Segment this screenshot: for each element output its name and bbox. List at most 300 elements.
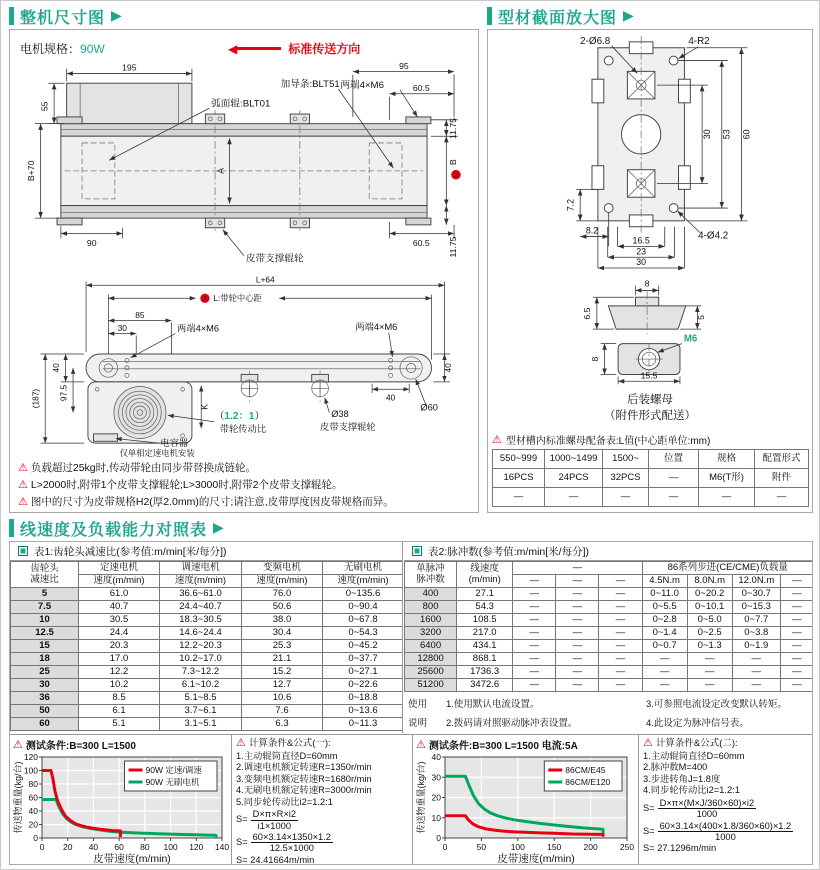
- table-cell: 76.0: [242, 588, 323, 601]
- nut-table-block: [492, 432, 808, 507]
- table-cell: —: [599, 653, 642, 666]
- svg-text:80: 80: [28, 779, 38, 789]
- section1-header: [9, 5, 122, 27]
- table-row: [405, 614, 814, 627]
- table-cell: 400: [405, 588, 457, 601]
- table-cell: —: [599, 601, 642, 614]
- col-subheader-speed: 速度(m/min): [323, 575, 404, 588]
- usage-note: 1.使用默认电流设置。: [446, 699, 540, 710]
- svg-text:50: 50: [476, 842, 487, 852]
- dim-l-center-distance: L:带轮中心距: [213, 293, 262, 304]
- label-guide-strip: 加导条:BLT51: [280, 79, 340, 91]
- note-text: 负载超过25kg时,传动带轮由同步带替换成链轮。: [30, 462, 257, 474]
- note-line: [18, 494, 394, 509]
- table-cell: —: [780, 614, 813, 627]
- table-cell: 规格: [699, 450, 755, 469]
- dim-30-bottom: 30: [636, 257, 647, 268]
- table-cell: 14.6~24.4: [160, 627, 242, 640]
- badge-3-number: 3: [203, 295, 207, 303]
- warning-icon: [18, 495, 28, 508]
- table-cell: 16PCS: [493, 469, 545, 488]
- table-cell: —: [780, 627, 813, 640]
- table-cell: —: [599, 614, 642, 627]
- table-row: [405, 627, 814, 640]
- table-cell: 51200: [405, 679, 457, 692]
- dim-30: 30: [117, 322, 127, 333]
- table-cell: 1600: [405, 614, 457, 627]
- col-header-line-speed: 线速度 (m/min): [457, 562, 513, 588]
- dim-6-5: 6.5: [582, 307, 593, 320]
- overall-dimension-panel: [9, 29, 479, 513]
- table-cell: 12.5: [11, 627, 79, 640]
- chart2-condition-text: 测试条件:B=300 L=1500 电流:5A: [428, 741, 578, 752]
- table-cell: —: [556, 627, 599, 640]
- table-cell: 10.2~17.0: [160, 653, 242, 666]
- table-cell: —: [513, 653, 556, 666]
- dim-7-2: 7.2: [565, 198, 576, 212]
- table-cell: 20.3: [79, 640, 160, 653]
- chart1-condition-text: 测试条件:B=300 L=1500: [25, 741, 136, 752]
- dim-40-right: 40: [443, 363, 453, 373]
- table-cell: 0~30.7: [732, 588, 780, 601]
- load-capacity-chart-90w: [13, 752, 229, 864]
- table-cell: 434.1: [457, 640, 513, 653]
- table-cell: —: [780, 588, 813, 601]
- table-cell: 3.7~6.1: [160, 705, 242, 718]
- table-cell: 附件: [755, 469, 809, 488]
- table-cell: 24.4: [79, 627, 160, 640]
- label-m6-ends: 两端4×M6: [340, 80, 384, 92]
- svg-text:皮带速度(m/min): 皮带速度(m/min): [497, 853, 575, 864]
- table-cell: 50.6: [242, 601, 323, 614]
- table-cell: 12800: [405, 653, 457, 666]
- table-cell: 0~1.3: [687, 640, 732, 653]
- table-cell: —: [599, 666, 642, 679]
- formula2-equation-2: S= $\frac{60\times 3.14\times(400\times 1.8/360\times 60)\times 1.2}{1000}$: [643, 820, 792, 842]
- header-arrow-icon: [213, 519, 224, 537]
- usage-label-1: 使用: [408, 699, 428, 710]
- table1-title-row: [10, 542, 402, 561]
- table-cell: 0~18.8: [323, 692, 404, 705]
- table-cell: 60: [11, 718, 79, 731]
- col-header-adjustable-speed: 调速电机: [160, 562, 242, 575]
- table-cell: —: [513, 588, 556, 601]
- dim-b: B: [447, 159, 458, 166]
- table-cell: —: [732, 666, 780, 679]
- table-cell: —: [603, 488, 649, 507]
- table-cell: 0~90.4: [323, 601, 404, 614]
- table-cell: 800: [405, 601, 457, 614]
- svg-text:90W 定速/调速: 90W 定速/调速: [145, 765, 202, 775]
- profile-section-panel: [487, 29, 813, 513]
- note-line: [18, 460, 394, 475]
- table-cell: 0~22.6: [323, 679, 404, 692]
- table-cell: 3.1~5.1: [160, 718, 242, 731]
- dim-30-inner: 30: [701, 129, 712, 140]
- pulley-ratio: （1.2：1）: [214, 411, 265, 422]
- dim-40-bottom: 40: [386, 392, 396, 403]
- table-cell: —: [780, 679, 813, 692]
- support-roller: [241, 371, 258, 403]
- table-cell: —: [642, 666, 687, 679]
- table-cell: 25.3: [242, 640, 323, 653]
- warning-icon: [18, 461, 28, 474]
- formula2-line: 3.步进转角J=1.8度: [643, 773, 721, 784]
- formula2-title-row: [643, 737, 810, 751]
- col-subheader-speed: 速度(m/min): [242, 575, 323, 588]
- svg-text:20: 20: [431, 792, 441, 803]
- dim-60: 60: [741, 129, 752, 140]
- svg-text:0: 0: [39, 842, 45, 852]
- table-cell: M6(T形): [699, 469, 755, 488]
- chart1-cell: [10, 735, 232, 865]
- col-subheader-4-5nm: 4.5N.m: [642, 575, 687, 588]
- dim-90: 90: [86, 238, 97, 249]
- svg-text:40: 40: [28, 806, 38, 816]
- note-line: [18, 477, 394, 492]
- label-m6-left: 两端4×M6: [177, 323, 220, 334]
- table-cell: 30.5: [79, 614, 160, 627]
- col-header-stepper-load: 86系列步进(CE/CME)负载量: [642, 562, 813, 575]
- table-cell: —: [642, 653, 687, 666]
- usage-labels: [408, 696, 436, 729]
- badge-2-number: 2: [454, 172, 458, 180]
- nut-table-title: 型材槽内标准螺母配备表:L值(中心距单位:mm): [505, 436, 711, 447]
- table-row: [405, 653, 814, 666]
- table-cell: 54.3: [457, 601, 513, 614]
- col-subheader-dash: —: [599, 575, 642, 588]
- svg-text:140: 140: [214, 842, 229, 852]
- table-cell: 0~27.1: [323, 666, 404, 679]
- table-row: [11, 588, 404, 601]
- formula1-title: 计算条件&公式(一):: [248, 737, 331, 749]
- dim-d38: Ø38: [331, 409, 349, 420]
- section1-title: 整机尺寸图: [20, 9, 106, 27]
- usage-label-2: 说明: [408, 718, 428, 729]
- svg-text:0: 0: [33, 833, 38, 843]
- svg-text:0: 0: [436, 833, 441, 843]
- table-cell: —: [556, 679, 599, 692]
- dim-55: 55: [39, 101, 50, 112]
- formula1-cell: [232, 735, 413, 865]
- table-cell: —: [556, 601, 599, 614]
- table-cell: —: [732, 679, 780, 692]
- table-cell: —: [780, 640, 813, 653]
- table-cell: 5.1~8.5: [160, 692, 242, 705]
- usage-note: 3.可参照电流设定改变默认转矩。: [646, 699, 787, 710]
- table-cell: —: [545, 488, 603, 507]
- table-cell: —: [755, 488, 809, 507]
- table-cell: 5.1: [79, 718, 160, 731]
- warning-icon: [416, 738, 426, 751]
- table-cell: —: [780, 601, 813, 614]
- dim-d60: Ø60: [420, 402, 438, 413]
- table-row: [11, 679, 404, 692]
- table-cell: 6400: [405, 640, 457, 653]
- table-cell: 0~0.7: [642, 640, 687, 653]
- label-arc-roller: 弧面辊:BLT01: [211, 98, 271, 110]
- table-cell: 36.6~61.0: [160, 588, 242, 601]
- warning-icon: [643, 737, 653, 751]
- table-row: [11, 653, 404, 666]
- svg-text:80: 80: [140, 842, 150, 852]
- table-row: [405, 640, 814, 653]
- table2-title-row: [404, 542, 813, 561]
- col-subheader-dash: —: [780, 575, 813, 588]
- table-cell: 0~20.2: [687, 588, 732, 601]
- table-cell: 6.1: [79, 705, 160, 718]
- table-cell: —: [687, 666, 732, 679]
- dim-a: A: [215, 168, 226, 174]
- dim-11-75-top: 11.75: [447, 117, 458, 140]
- pulley-ratio-label: 带轮传动比: [219, 424, 267, 434]
- svg-text:40: 40: [431, 752, 441, 762]
- table-cell: 0~1.9: [732, 640, 780, 653]
- formula1-equation-1: S= $\frac{D\times\pi\times R\times i2}{i1\times 1000}$: [236, 809, 297, 831]
- table1-title: 表1:齿轮头减速比(参考值:m/min[米/每分]): [34, 545, 227, 558]
- table-cell: 3200: [405, 627, 457, 640]
- table-cell: 3472.6: [457, 679, 513, 692]
- svg-text:100: 100: [510, 842, 525, 852]
- col-subheader-8nm: 8.0N.m: [687, 575, 732, 588]
- table-cell: 18: [11, 653, 79, 666]
- support-roller: [312, 371, 329, 403]
- dim-195: 195: [122, 62, 137, 73]
- table-row: [405, 679, 814, 692]
- table-cell: 0~11.3: [323, 718, 404, 731]
- col-header-fixed-speed: 定速电机: [79, 562, 160, 575]
- table-cell: 位置: [649, 450, 699, 469]
- motor-spec-value: 90W: [80, 42, 105, 56]
- svg-text:120: 120: [23, 752, 38, 762]
- table-cell: —: [649, 469, 699, 488]
- dim-187: (187): [30, 388, 41, 409]
- table-cell: 17.0: [79, 653, 160, 666]
- col-header-gear: 齿轮头 减速比: [11, 562, 79, 588]
- label-m6-right: 两端4×M6: [355, 321, 398, 332]
- drawing-notes: [18, 460, 394, 509]
- chart2-condition: [416, 737, 636, 752]
- svg-text:120: 120: [189, 842, 204, 852]
- formula1-line: 3.变频电机额定转速R=1680r/min: [236, 773, 372, 784]
- dim-23: 23: [636, 246, 647, 257]
- warning-icon: [236, 737, 246, 751]
- table-cell: 5: [11, 588, 79, 601]
- section2-title: 型材截面放大图: [498, 9, 618, 27]
- warning-icon: [13, 738, 23, 751]
- col-subheader-speed: 速度(m/min): [160, 575, 242, 588]
- table-row: [11, 718, 404, 731]
- table-cell: 7.3~12.2: [160, 666, 242, 679]
- header-arrow-icon: [623, 7, 634, 25]
- table-row: [405, 666, 814, 679]
- usage-col-2: [646, 696, 787, 729]
- table-cell: 1000~1499: [545, 450, 603, 469]
- dim-8-top: 8: [644, 278, 650, 289]
- table-row: [11, 692, 404, 705]
- header-bar-icon: [9, 7, 14, 25]
- formula1-equation-2: S= $\frac{60\times 3.14\times 1350\times 1.2}{12.5\times 1000}$: [236, 832, 331, 854]
- svg-text:0: 0: [442, 842, 448, 852]
- table-cell: —: [556, 614, 599, 627]
- note-text: 图中的尺寸为皮带规格H2(厚2.0mm)的尺寸;请注意,皮带厚度因皮带规格而异。: [30, 496, 394, 508]
- left-arrow-icon: ◀: [228, 41, 238, 56]
- label-m6: M6: [683, 333, 698, 345]
- table-cell: 12.7: [242, 679, 323, 692]
- dim-85: 85: [135, 309, 145, 320]
- label-4-r2: 4-R2: [688, 35, 710, 47]
- formula1-line: 2.调速电机额定转速R=1350r/min: [236, 762, 372, 773]
- table-cell: —: [687, 679, 732, 692]
- table-cell: 15: [11, 640, 79, 653]
- speed-load-panel: [9, 541, 813, 865]
- table-marker-icon: [18, 546, 28, 556]
- table-cell: —: [780, 653, 813, 666]
- svg-text:100: 100: [23, 765, 38, 776]
- col-subheader-dash: —: [513, 575, 556, 588]
- header-arrow-icon: [111, 7, 122, 25]
- table-row: [493, 469, 809, 488]
- table-cell: 8.5: [79, 692, 160, 705]
- table-cell: 0~3.8: [732, 627, 780, 640]
- cross-section-drawing: [491, 34, 809, 270]
- table-cell: 0~5.5: [642, 601, 687, 614]
- nut-caption-1: 后装螺母: [627, 394, 673, 406]
- svg-text:10: 10: [431, 812, 441, 823]
- header-bar-icon: [9, 519, 14, 537]
- transfer-direction: [228, 40, 360, 57]
- table-cell: —: [513, 679, 556, 692]
- motor-spec: [20, 40, 105, 57]
- table2-pane: [404, 542, 813, 733]
- table-cell: —: [513, 601, 556, 614]
- motor-spec-label: 电机规格：: [20, 42, 81, 56]
- svg-text:30: 30: [431, 772, 441, 783]
- table-cell: 24PCS: [545, 469, 603, 488]
- table-row: [11, 666, 404, 679]
- section3-header: [9, 517, 224, 539]
- table-cell: 0~11.0: [642, 588, 687, 601]
- table-cell: 25600: [405, 666, 457, 679]
- table-cell: —: [599, 679, 642, 692]
- load-capacity-chart-86cm: [416, 752, 634, 864]
- table-row: [11, 614, 404, 627]
- table-cell: 18.3~30.5: [160, 614, 242, 627]
- table-cell: 0~15.3: [732, 601, 780, 614]
- table-cell: —: [599, 640, 642, 653]
- dim-l64: L+64: [255, 276, 275, 285]
- table2-title: 表2:脉冲数(参考值:m/min[米/每分]): [428, 545, 590, 558]
- table-cell: —: [642, 679, 687, 692]
- col-header-brushless: 无刷电机: [323, 562, 404, 575]
- arrow-shaft: [237, 47, 281, 50]
- side-view-drawing: [14, 276, 472, 458]
- dim-11-75-bottom: 11.75: [447, 236, 458, 258]
- header-bar-icon: [487, 7, 492, 25]
- svg-text:60: 60: [114, 842, 124, 852]
- label-belt-support-roller: 皮带支撑辊轮: [320, 422, 376, 433]
- dim-40-left: 40: [51, 363, 62, 373]
- table-row: [405, 588, 814, 601]
- table-cell: 0~135.6: [323, 588, 404, 601]
- table-cell: —: [513, 627, 556, 640]
- formula2-line: 2.脉冲数M=400: [643, 762, 708, 773]
- nut-captions: [488, 392, 812, 424]
- svg-text:40: 40: [88, 842, 99, 852]
- formula1-line: 5.同步轮传动比i2=1.2:1: [236, 796, 333, 807]
- formula1-result: S= 24.41664m/min: [236, 854, 315, 865]
- table-cell: 0~5.0: [687, 614, 732, 627]
- table-cell: 12.2: [79, 666, 160, 679]
- gear-ratio-table: [10, 561, 403, 731]
- table-marker-icon: [412, 546, 422, 556]
- formula2-title: 计算条件&公式(二):: [655, 737, 738, 749]
- table-cell: —: [732, 653, 780, 666]
- dim-16-5: 16.5: [632, 235, 650, 246]
- table-cell: 25: [11, 666, 79, 679]
- svg-text:86CM/E45: 86CM/E45: [565, 765, 606, 775]
- table-cell: —: [649, 488, 699, 507]
- formula1-line: 4.无刷电机额定转速R=3000r/min: [236, 785, 372, 796]
- table-cell: —: [513, 614, 556, 627]
- section2-header: [487, 5, 634, 27]
- table-cell: 868.1: [457, 653, 513, 666]
- table-cell: 7.6: [242, 705, 323, 718]
- table-cell: 108.5: [457, 614, 513, 627]
- table-cell: 6.1~10.2: [160, 679, 242, 692]
- usage-note: 2.拨码请对照驱动脉冲表设置。: [446, 718, 578, 729]
- col-header-dash: —: [513, 562, 642, 575]
- dim-5: 5: [696, 315, 707, 320]
- col-subheader-dash: —: [556, 575, 599, 588]
- table-row: [11, 601, 404, 614]
- table-cell: 36: [11, 692, 79, 705]
- dim-95: 95: [399, 62, 409, 71]
- pulse-table: [404, 561, 813, 692]
- table-cell: 0~54.3: [323, 627, 404, 640]
- table-cell: 10.6: [242, 692, 323, 705]
- table-cell: 0~2.5: [687, 627, 732, 640]
- dim-15-5: 15.5: [640, 370, 658, 381]
- belt-side-profile: [86, 354, 431, 382]
- table-cell: —: [556, 640, 599, 653]
- col-header-pulse: 单脉冲 脉冲数: [405, 562, 457, 588]
- table-row: [11, 705, 404, 718]
- svg-text:86CM/E120: 86CM/E120: [565, 777, 611, 787]
- table-cell: 6.3: [242, 718, 323, 731]
- table-cell: 0~13.6: [323, 705, 404, 718]
- svg-text:60: 60: [28, 792, 38, 803]
- svg-text:传送物重量(kg/台): 传送物重量(kg/台): [13, 761, 23, 834]
- table-cell: 15.2: [242, 666, 323, 679]
- svg-text:200: 200: [583, 842, 598, 852]
- table-cell: 61.0: [79, 588, 160, 601]
- formula1-line: 1.主动辊筒直径D=60mm: [236, 750, 338, 761]
- col-header-vfd: 变频电机: [242, 562, 323, 575]
- note-text: L>2000时,附带1个皮带支撑辊轮;L>3000时,附带2个皮带支撑辊轮。: [30, 479, 343, 491]
- table-cell: —: [556, 666, 599, 679]
- table-row: [11, 640, 404, 653]
- formula2-cell: [639, 735, 813, 865]
- table-row: [405, 601, 814, 614]
- formula1-title-row: [236, 737, 408, 751]
- table-cell: 40.7: [79, 601, 160, 614]
- t-nut-drawing: [491, 274, 809, 390]
- table-cell: —: [556, 588, 599, 601]
- table-cell: 0~7.7: [732, 614, 780, 627]
- svg-text:传送物重量(kg/台): 传送物重量(kg/台): [416, 761, 426, 834]
- table-cell: 0~1.4: [642, 627, 687, 640]
